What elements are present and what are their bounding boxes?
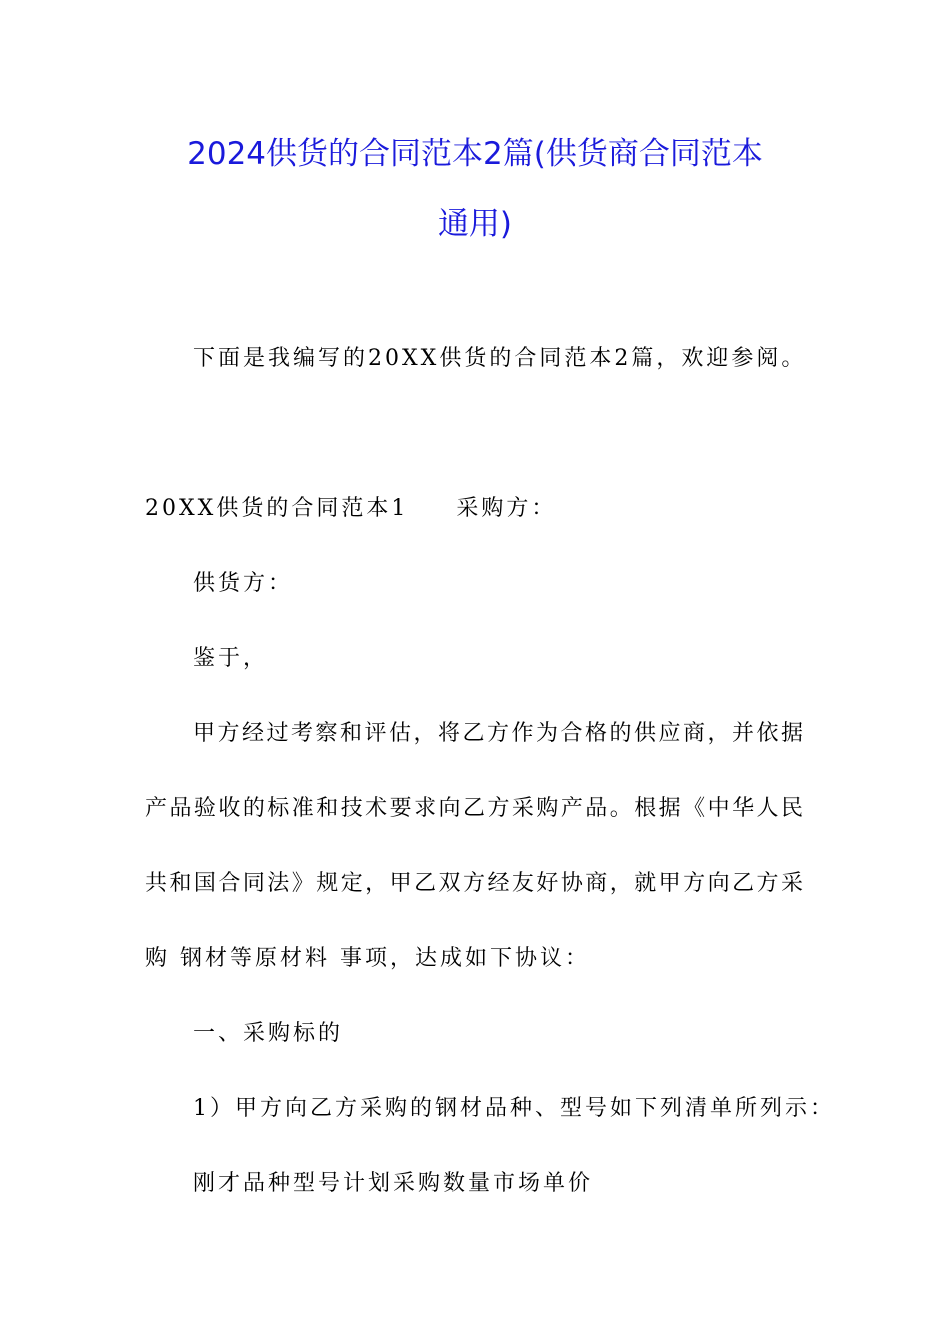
supplier-label: 供货方：	[193, 571, 294, 596]
contract-heading: 20XX供货的合同范本1	[145, 496, 409, 521]
section-1-heading: 一、采购标的	[193, 1021, 344, 1046]
item-1-text: 1）甲方向乙方采购的钢材品种、型号如下列清单所列示：	[193, 1096, 835, 1121]
document-title-line-1: 2024供货的合同范本2篇(供货商合同范本	[187, 136, 763, 172]
paragraph-1-line-1: 甲方经过考察和评估，将乙方作为合格的供应商，并依据	[193, 721, 803, 746]
paragraph-1-line-4: 购 钢材等原材料 事项，达成如下协议：	[145, 946, 590, 971]
intro-text: 下面是我编写的20XX供货的合同范本2篇，欢迎参阅。	[193, 346, 807, 371]
document-title-line-2: 通用)	[437, 206, 513, 242]
buyer-label: 采购方：	[456, 496, 557, 521]
paragraph-1-line-3: 共和国合同法》规定，甲乙双方经友好协商，就甲方向乙方采	[145, 871, 803, 896]
paragraph-1-line-2: 产品验收的标准和技术要求向乙方采购产品。根据《中华人民	[145, 796, 803, 821]
contract-heading-row	[145, 496, 556, 522]
whereas-text: 鉴于，	[193, 646, 269, 671]
table-header-text: 刚才品种型号计划采购数量市场单价	[193, 1171, 594, 1196]
